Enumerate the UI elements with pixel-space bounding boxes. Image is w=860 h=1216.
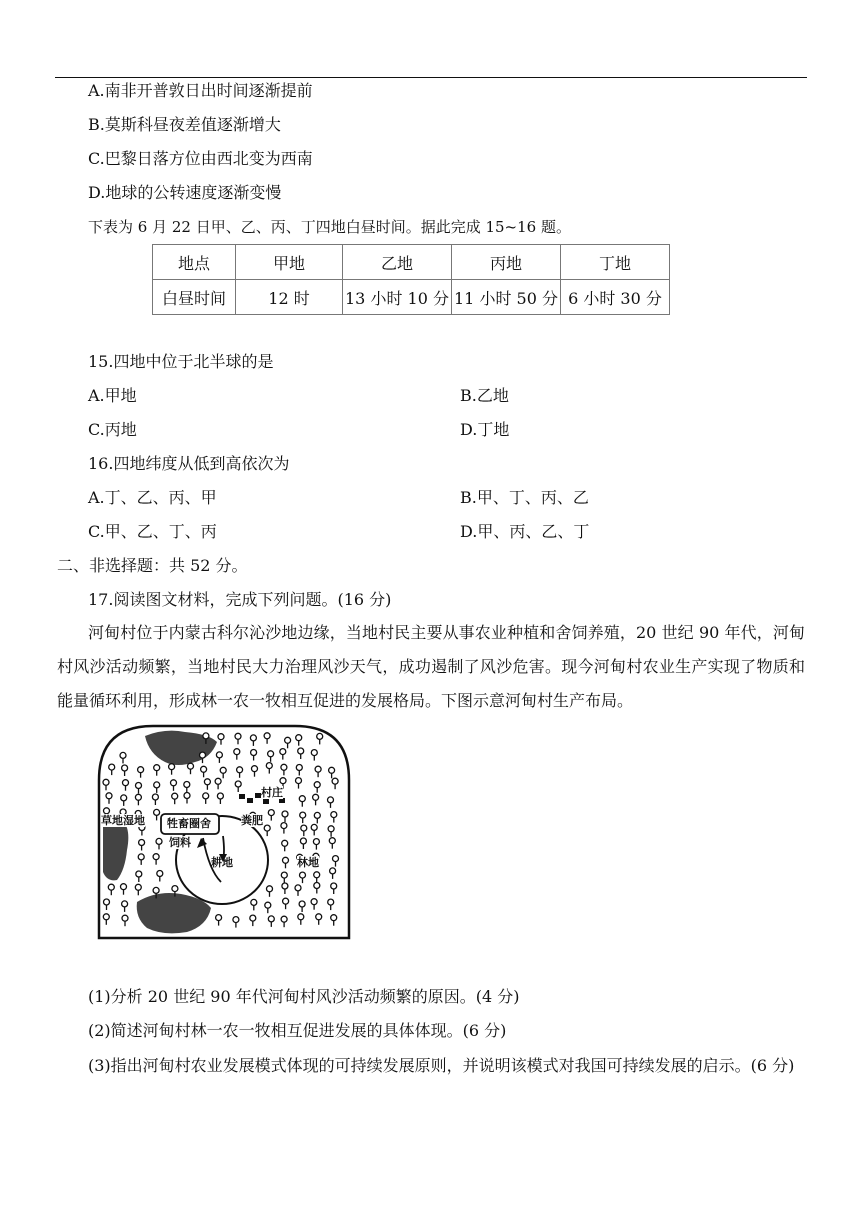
q15-option-d: D.丁地 — [460, 420, 510, 439]
q15-option-b: B.乙地 — [460, 386, 509, 405]
label-farmland: 耕地 — [211, 856, 233, 869]
table-header-cell: 丙地 — [452, 245, 561, 280]
q17-material: 河甸村位于内蒙古科尔沁沙地边缘，当地村民主要从事农业种植和舍饲养殖，20 世纪 90 年代，河甸村风沙活动频繁，当地村民大力治理风沙天气，成功遏制了风沙危害。现今河甸村农业生产实现了物质和能量循环利用，形成林一农一牧相互促进的发展格局。下图示意河甸村生产布局。 — [57, 623, 805, 710]
label-feed: 饲料 — [169, 836, 191, 849]
q15-option-c: C.丙地 — [88, 420, 137, 439]
table-row-label: 白昼时间 — [153, 280, 236, 315]
q16-stem: 16.四地纬度从低到高依次为 — [88, 454, 290, 473]
table-header-cell: 乙地 — [343, 245, 452, 280]
q17-stem: 17.阅读图文材料，完成下列问题。(16 分) — [88, 590, 392, 609]
q17-sub1: (1)分析 20 世纪 90 年代河甸村风沙活动频繁的原因。(4 分) — [88, 987, 520, 1006]
label-livestock-pen: 牲畜圈舍 — [167, 817, 211, 830]
table-header-cell: 甲地 — [236, 245, 343, 280]
table-cell: 13 小时 10 分 — [343, 280, 452, 315]
table-cell: 6 小时 30 分 — [560, 280, 669, 315]
header-rule — [55, 77, 807, 78]
q16-option-c: C.甲、乙、丁、丙 — [88, 522, 217, 541]
q15-stem: 15.四地中位于北半球的是 — [88, 352, 274, 371]
label-forest: 林地 — [297, 856, 319, 869]
q14-option-d: D.地球的公转速度逐渐变慢 — [88, 183, 282, 202]
label-village: 村庄 — [261, 786, 283, 799]
q17-sub2: (2)简述河甸村林一农一牧相互促进发展的具体体现。(6 分) — [88, 1021, 507, 1040]
section-2-title: 二、非选择题：共 52 分。 — [57, 556, 248, 575]
table-header-cell: 地点 — [153, 245, 236, 280]
q15-option-a: A.甲地 — [88, 386, 137, 405]
production-layout-figure — [93, 720, 355, 942]
q14-option-c: C.巴黎日落方位由西北变为西南 — [88, 149, 313, 168]
q16-option-a: A.丁、乙、丙、甲 — [88, 488, 217, 507]
label-manure: 粪肥 — [241, 814, 263, 827]
table-cell: 11 小时 50 分 — [452, 280, 561, 315]
q16-option-b: B.甲、丁、丙、乙 — [460, 488, 589, 507]
q16-option-d: D.甲、丙、乙、丁 — [460, 522, 590, 541]
table-header-row — [153, 245, 670, 280]
daylight-table — [152, 244, 670, 315]
layout-map — [93, 720, 355, 942]
q17-sub3: (3)指出河甸村农业发展模式体现的可持续发展原则，并说明该模式对我国可持续发展的启示。(6 分) — [88, 1056, 795, 1075]
q14-option-a: A.南非开普敦日出时间逐渐提前 — [88, 81, 313, 100]
table-row — [153, 280, 670, 315]
table-header-cell: 丁地 — [560, 245, 669, 280]
table-cell: 12 时 — [236, 280, 343, 315]
q14-option-b: B.莫斯科昼夜差值逐渐增大 — [88, 115, 281, 134]
table-intro: 下表为 6 月 22 日甲、乙、丙、丁四地白昼时间。据此完成 15~16 题。 — [88, 218, 571, 236]
label-grassland-wetland: 草地湿地 — [101, 814, 145, 827]
